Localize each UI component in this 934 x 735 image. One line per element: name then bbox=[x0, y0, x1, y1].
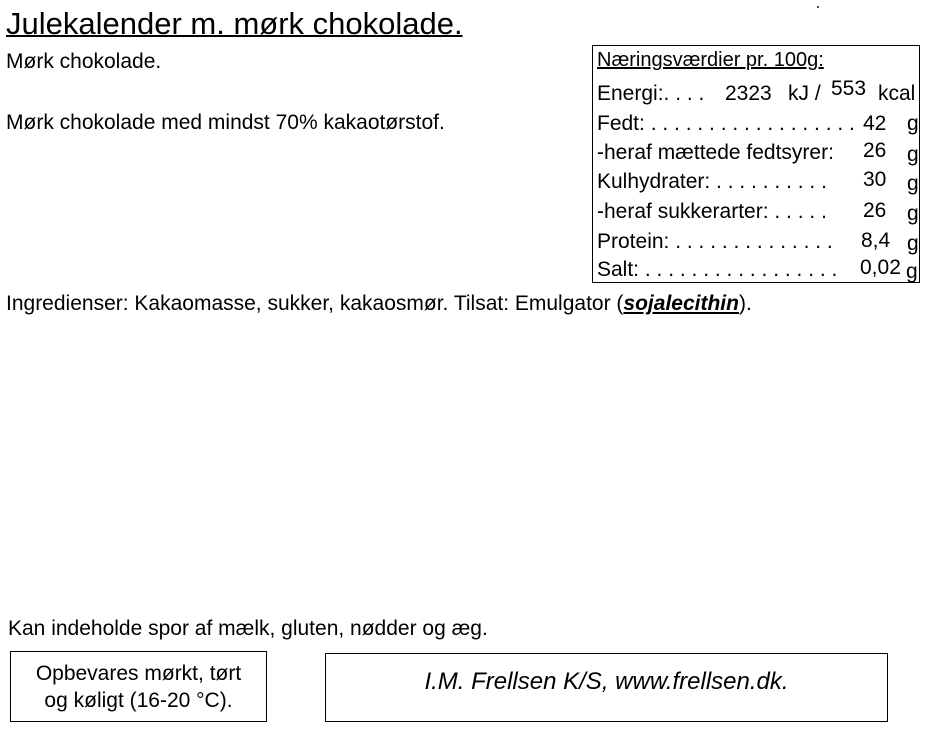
nutrition-row-label: Kulhydrater: . . . . . . . . . . bbox=[597, 170, 827, 193]
ingredients-line bbox=[6, 292, 752, 316]
nutrition-row-label: -heraf mættede fedtsyrer: bbox=[597, 141, 834, 164]
nutrition-row-unit: g bbox=[907, 232, 919, 255]
storage-box bbox=[10, 651, 267, 722]
storage-line-2: og køligt (16-20 °C). bbox=[44, 688, 233, 712]
nutrition-energy-kj-unit: kJ / bbox=[788, 82, 821, 105]
nutrition-energy-kj: 2323 bbox=[725, 82, 772, 105]
nutrition-table bbox=[592, 45, 920, 283]
nutrition-row-value: 8,4 bbox=[861, 229, 891, 252]
nutrition-heading: Næringsværdier pr. 100g: bbox=[597, 49, 824, 71]
nutrition-energy-kcal-unit: kcal bbox=[878, 82, 916, 105]
nutrition-row-unit: g bbox=[907, 172, 919, 195]
nutrition-row-value: 26 bbox=[863, 139, 887, 162]
nutrition-row-label: Fedt: . . . . . . . . . . . . . . . . . . bbox=[597, 112, 855, 135]
nutrition-row-value: 42 bbox=[863, 112, 887, 135]
nutrition-row-unit: g bbox=[907, 112, 919, 135]
ingredients-suffix: ). bbox=[738, 292, 752, 315]
company-info: I.M. Frellsen K/S, www.frellsen.dk. bbox=[424, 667, 789, 695]
product-name: Mørk chokolade. bbox=[6, 50, 162, 73]
ingredients-prefix: Ingredienser: Kakaomasse, sukker, kakaosmør. Tilsat: Emulgator ( bbox=[6, 292, 624, 315]
nutrition-row-unit: g bbox=[906, 260, 918, 283]
nutrition-energy-label: Energi:. . . . bbox=[597, 82, 705, 105]
nutrition-row-unit: g bbox=[907, 143, 919, 166]
stray-dot bbox=[817, 6, 819, 8]
storage-line-1: Opbevares mørkt, tørt bbox=[35, 661, 242, 685]
nutrition-row-label: -heraf sukkerarter: . . . . . bbox=[597, 200, 827, 223]
nutrition-row-label: Salt: . . . . . . . . . . . . . . . . . bbox=[597, 258, 838, 281]
allergen-highlight: sojalecithin bbox=[623, 292, 739, 315]
nutrition-row-value: 26 bbox=[863, 199, 887, 222]
nutrition-row-label: Protein: . . . . . . . . . . . . . . bbox=[597, 230, 833, 253]
may-contain-notice: Kan indeholde spor af mælk, gluten, nødder og æg. bbox=[8, 617, 488, 640]
company-box bbox=[325, 653, 888, 722]
nutrition-row-value: 0,02 bbox=[860, 256, 901, 279]
product-title: Julekalender m. mørk chokolade. bbox=[6, 6, 463, 41]
product-description: Mørk chokolade med mindst 70% kakaotørstof. bbox=[6, 111, 445, 134]
nutrition-row-value: 30 bbox=[863, 168, 887, 191]
nutrition-row-unit: g bbox=[907, 202, 919, 225]
nutrition-energy-kcal: 553 bbox=[831, 77, 867, 100]
